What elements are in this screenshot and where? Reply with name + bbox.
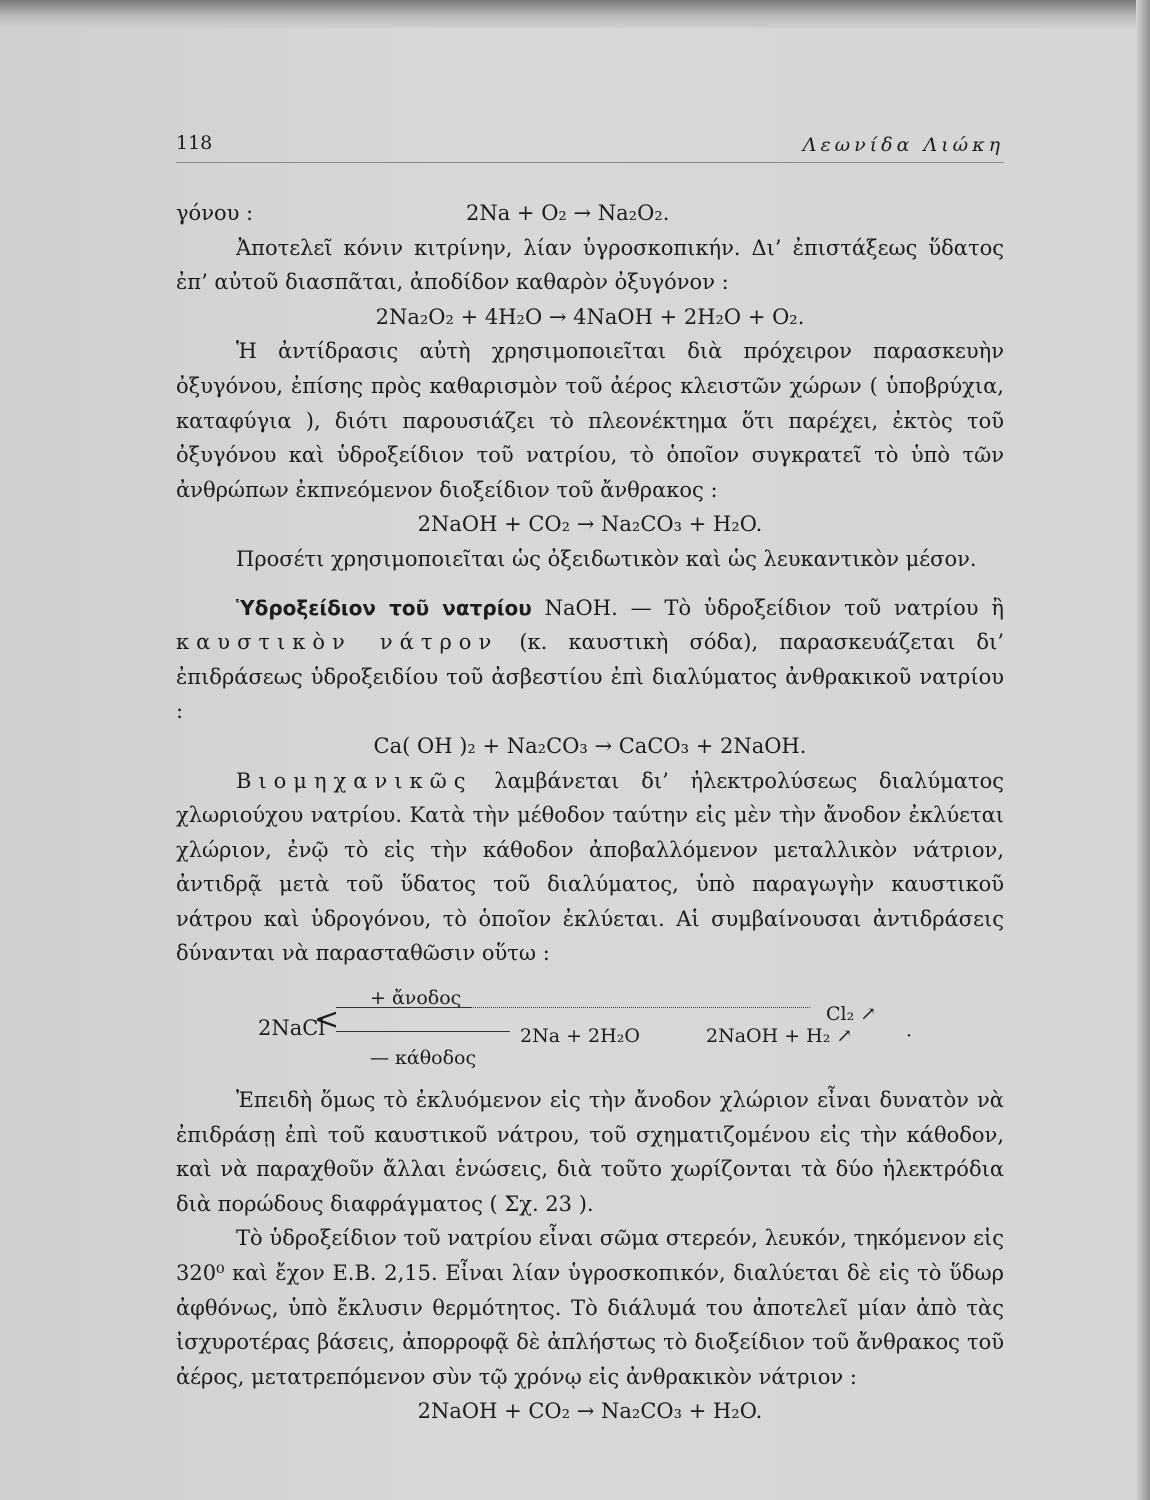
line-lead-text: γόνου : — [176, 201, 254, 225]
running-author: Λεωνίδα Λιώκη — [802, 134, 1004, 156]
page-content — [176, 196, 1004, 1429]
chlorine-product: Cl₂ ↗ — [826, 1003, 877, 1026]
reactant-nacl: 2NaCl — [258, 1016, 326, 1041]
electrolysis-scheme — [176, 981, 1004, 1069]
paragraph-peroxide-properties: Ἀποτελεῖ κόνιν κιτρίνην, λίαν ὑγροσκοπικήν. Δι’ ἐπιστάξεως ὕδατος ἐπ’ αὐτοῦ διασπᾶται, ἀποδίδον καθαρὸν ὀξυγόνον : — [176, 235, 1004, 295]
equation-3: 2NaOH + CO₂ → Na₂CO₃ + H₂O. — [417, 512, 763, 537]
equation-line-1 — [176, 196, 1004, 231]
scan-right-edge — [1136, 0, 1150, 1500]
equation-4: Ca( OH )₂ + Na₂CO₃ → CaCO₃ + 2NaOH. — [373, 733, 807, 758]
naoh-intro-text: — Τὸ ὑδροξείδιον τοῦ νατρίου ἢ — [617, 595, 1004, 620]
intermediate-products: 2Na + 2H₂O — [520, 1025, 640, 1048]
section-heading: Ὑδροξείδιον τοῦ νατρίου — [236, 595, 532, 620]
anode-label: + ἄνοδος — [370, 987, 462, 1010]
paragraph-peroxide-uses: Ἡ ἀντίδρασις αὐτὴ χρησιμοποιεῖται διὰ πρόχειρον παρασκευὴν ὀξυγόνου, ἐπίσης πρὸς καθαρισμὸν τοῦ ἀέρος κλειστῶν χώρων ( ὑποβρύχια, καταφύγια ), διότι παρουσιάζει τὸ πλεονέκτημα ὅτι παρέχει, ἐκτὸς τοῦ ὀξυγόνου καὶ ὑδροξείδιον τοῦ νατρίου, τὸ ὁποῖον συγκρατεῖ τὸ ὑπὸ τῶν ἀνθρώπων ἐκπνεόμενον διοξείδιον τοῦ ἄνθρακος : — [176, 339, 1004, 502]
section-formula: NaOH. — [544, 595, 618, 620]
paragraph-naoh-properties: Τὸ ὑδροξείδιον τοῦ νατρίου εἶναι σῶμα στερεόν, λευκόν, τηκόμενον εἰς 320⁰ καὶ ἔχον Ε.Β. 2,15. Εἶναι λίαν ὑγροσκοπικόν, διαλύεται δὲ εἰς τὸ ὕδωρ ἀφθόνως, ὑπὸ ἔκλυσιν θερμότητος. Τὸ διάλυμά του ἀποτελεῖ μίαν ἀπὸ τὰς ἰσχυροτέρας βάσεις, ἀπορροφᾷ δὲ ἀπλήστως τὸ διοξείδιον τοῦ ἄνθρακος τοῦ ἀέρος, μετατρεπόμενον σὺν τῷ χρόνῳ εἰς ἀνθρακικὸν νάτριον : — [176, 1226, 1004, 1389]
naoh-intro-text-2: (κ. καυστικὴ σόδα), παρασκευάζεται δι’ ἐπιδράσεως ὑδροξειδίου τοῦ ἀσβεστίου ἐπὶ διαλύματος ἀνθρακικοῦ νατρίου : — [176, 630, 1004, 724]
stray-dot: · — [906, 1025, 913, 1048]
spaced-term-industrially: Βιομηχανικῶς — [236, 768, 473, 793]
paragraph-electrolysis — [176, 764, 1004, 972]
equation-1: 2Na + O₂ → Na₂O₂. — [466, 201, 670, 225]
page-number: 118 — [176, 132, 213, 154]
spaced-term-caustic-soda: καυστικὸν νάτρον — [176, 630, 499, 655]
cathode-label: — κάθοδος — [370, 1047, 477, 1070]
paragraph-oxidizer: Προσέτι χρησιμοποιεῖται ὡς ὀξειδωτικὸν καὶ ὡς λευκαντικὸν μέσον. — [236, 546, 977, 571]
electrolysis-text: λαμβάνεται δι’ ἠλεκτρολύσεως διαλύματος χλωριούχου νατρίου. Κατὰ τὴν μέθοδον ταύτην εἰς μὲν τὴν ἄνοδον ἐκλύεται χλώριον, ἐνῷ τὸ εἰς τὴν κάθοδον ἀποβαλλόμενον μεταλλικὸν νάτριον, ἀντιδρᾷ μετὰ τοῦ ὕδατος τοῦ διαλύματος, ὑπὸ παραγωγὴν καυστικοῦ νάτρου καὶ ὑδρογόνου, τὸ ὁποῖον ἐκλύεται. Αἱ συμβαίνουσαι ἀντιδράσεις δύνανται νὰ παρασταθῶσιν οὕτω : — [176, 768, 1004, 966]
paragraph-diaphragm: Ἐπειδὴ ὅμως τὸ ἐκλυόμενον εἰς τὴν ἄνοδον χλώριον εἶναι δυνατὸν νὰ ἐπιδράσῃ ἐπὶ τοῦ καυστικοῦ νάτρου, τοῦ σχηματιζομένου εἰς τὴν κάθοδον, καὶ νὰ παραχθοῦν ἄλλαι ἑνώσεις, διὰ τοῦτο χωρίζονται τὰ δύο ἠλεκτρόδια διὰ πορώδους διαφράγματος ( Σχ. 23 ). — [176, 1088, 1004, 1216]
equation-5: 2NaOH + CO₂ → Na₂CO₃ + H₂O. — [417, 1399, 763, 1424]
paragraph-naoh-intro — [176, 591, 1004, 729]
final-products: 2NaOH + H₂ ↗ — [706, 1025, 853, 1048]
equation-2: 2Na₂O₂ + 4H₂O → 4NaOH + 2H₂O + O₂. — [375, 304, 805, 329]
running-header — [176, 130, 1004, 163]
fork-symbol: < — [314, 1002, 340, 1038]
scan-top-edge — [0, 0, 1150, 28]
